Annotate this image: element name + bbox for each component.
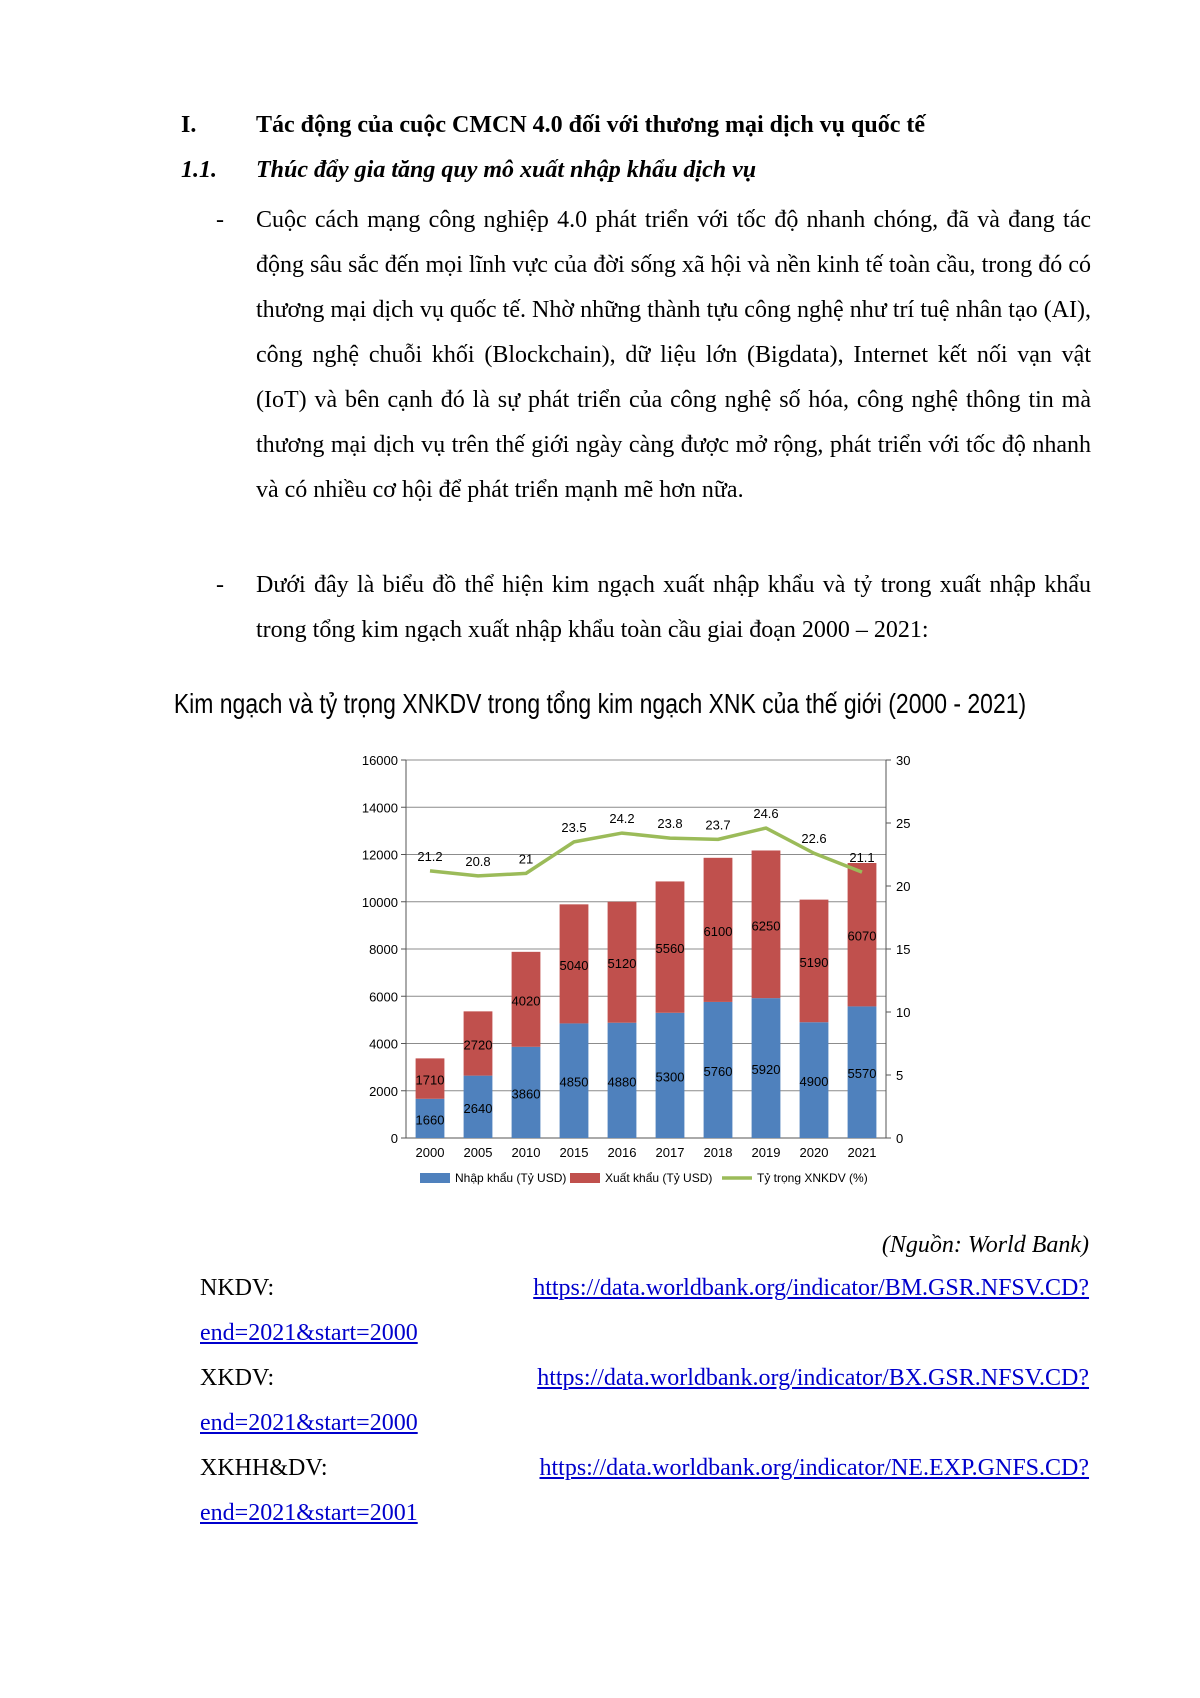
data-label-export: 6250	[751, 918, 781, 934]
y-right-tick-label: 5	[896, 1068, 904, 1083]
reference-link[interactable]: end=2021&start=2001	[200, 1500, 418, 1526]
data-label-share: 24.6	[753, 806, 779, 822]
legend-label: Tỷ trọng XNKDV (%)	[757, 1171, 868, 1185]
data-label-share: 23.8	[657, 816, 683, 832]
y-left-tick-label: 16000	[361, 753, 398, 768]
x-tick-label: 2021	[847, 1145, 877, 1160]
data-label-export: 5120	[607, 956, 637, 972]
data-label-export: 5040	[559, 957, 589, 973]
data-label-share: 21.2	[417, 848, 443, 864]
x-tick-label: 2016	[607, 1145, 637, 1160]
data-label-share: 22.6	[801, 831, 827, 847]
bullet-text: Dưới đây là biểu đồ thể hiện kim ngạch xuất nhập khẩu và tỷ trong xuất nhập khẩu trong tổng kim ngạch xuất nhập khẩu toàn cầu giai đoạn 2000 – 2021:	[256, 572, 1091, 643]
reference-link[interactable]: https://data.worldbank.org/indicator/BM.GSR.NFSV.CD?	[533, 1275, 1089, 1301]
x-tick-label: 2005	[463, 1145, 493, 1160]
data-label-import: 2640	[463, 1100, 493, 1116]
x-tick-label: 2010	[511, 1145, 541, 1160]
data-label-import: 1660	[415, 1112, 445, 1128]
reference-link[interactable]: end=2021&start=2000	[200, 1410, 418, 1436]
y-left-tick-label: 12000	[361, 847, 398, 863]
data-label-import: 4900	[799, 1074, 829, 1090]
y-left-tick-label: 14000	[361, 800, 398, 816]
section-title: Tác động của cuộc CMCN 4.0 đối với thương mại dịch vụ quốc tế	[256, 112, 926, 138]
series-line-share	[430, 828, 862, 876]
data-label-share: 20.8	[465, 853, 491, 869]
data-label-export: 4020	[511, 993, 541, 1009]
bullet-dash: -	[216, 207, 224, 233]
y-left-tick-label: 4000	[369, 1036, 398, 1052]
data-label-import: 4850	[559, 1074, 589, 1090]
x-tick-label: 2018	[703, 1145, 733, 1160]
data-label-export: 6070	[847, 928, 877, 944]
bullet-text: Cuộc cách mạng công nghiệp 4.0 phát triển với tốc độ nhanh chóng, đã và đang tác động sâu sắc đến mọi lĩnh vực của đời sống xã hội và nền kinh tế toàn cầu, trong đó có thương mại dịch vụ quốc tế. Nhờ những thành tựu công nghệ như trí tuệ nhân tạo (AI), công nghệ chuỗi khối (Blockchain), dữ liệu lớn (Bigdata), Internet kết nối vạn vật (IoT) và bên cạnh đó là sự phát triển của công nghệ số hóa, công nghệ thông tin mà thương mại dịch vụ trên thế giới ngày càng được mở rộng, phát triển với tốc độ nhanh và có nhiều cơ hội để phát triển mạnh mẽ hơn nữa.	[256, 207, 1091, 503]
y-left-tick-label: 0	[390, 1131, 398, 1146]
data-label-share: 24.2	[609, 811, 635, 827]
legend-label: Xuất khẩu (Tỷ USD)	[605, 1171, 713, 1185]
data-label-import: 5570	[847, 1066, 877, 1082]
data-label-export: 2720	[463, 1037, 493, 1053]
data-label-export: 5560	[655, 941, 685, 957]
y-right-tick-label: 25	[896, 816, 911, 831]
source-note: (Nguồn: World Bank)	[881, 1232, 1089, 1258]
y-right-tick-label: 20	[896, 879, 911, 894]
legend-swatch	[420, 1173, 450, 1183]
subsection-number: 1.1.	[181, 157, 217, 183]
reference-link[interactable]: https://data.worldbank.org/indicator/BX.GSR.NFSV.CD?	[537, 1365, 1089, 1391]
data-label-export: 5190	[799, 954, 829, 970]
data-label-import: 4880	[607, 1074, 637, 1090]
reference-link[interactable]: https://data.worldbank.org/indicator/NE.EXP.GNFS.CD?	[539, 1455, 1089, 1481]
reference-label: NKDV:	[200, 1275, 275, 1301]
x-tick-label: 2017	[655, 1145, 685, 1160]
y-left-tick-label: 10000	[361, 894, 398, 910]
y-left-tick-label: 6000	[369, 989, 398, 1005]
data-label-share: 21	[518, 851, 534, 867]
x-tick-label: 2000	[415, 1145, 445, 1160]
y-right-tick-label: 0	[896, 1131, 904, 1146]
reference-label: XKHH&DV:	[200, 1455, 328, 1481]
reference-link[interactable]: end=2021&start=2000	[200, 1320, 418, 1346]
data-label-share: 23.5	[561, 819, 587, 835]
x-tick-label: 2019	[751, 1145, 781, 1160]
chart-title: Kim ngạch và tỷ trọng XNKDV trong tổng kim ngạch XNK của thế giới (2000 - 2021)	[173, 688, 1027, 719]
y-right-tick-label: 10	[896, 1005, 911, 1020]
y-right-tick-label: 15	[896, 942, 911, 957]
x-tick-label: 2020	[799, 1145, 829, 1160]
reference-label: XKDV:	[200, 1365, 275, 1391]
y-right-tick-label: 30	[896, 753, 911, 768]
subsection-title: Thúc đẩy gia tăng quy mô xuất nhập khẩu dịch vụ	[256, 157, 757, 183]
section-number: I.	[181, 112, 197, 138]
legend-swatch	[570, 1173, 600, 1183]
y-left-tick-label: 2000	[369, 1083, 398, 1099]
data-label-export: 1710	[415, 1072, 445, 1088]
data-label-import: 5760	[703, 1063, 733, 1079]
data-label-import: 5920	[751, 1062, 781, 1078]
data-label-share: 21.1	[849, 850, 875, 866]
data-label-share: 23.7	[705, 817, 731, 833]
bullet-dash: -	[216, 572, 224, 598]
x-tick-label: 2015	[559, 1145, 589, 1160]
legend-label: Nhập khẩu (Tỷ USD)	[455, 1171, 567, 1185]
data-label-import: 3860	[511, 1086, 541, 1102]
data-label-export: 6100	[703, 923, 733, 939]
data-label-import: 5300	[655, 1069, 685, 1085]
y-left-tick-label: 8000	[369, 942, 398, 957]
